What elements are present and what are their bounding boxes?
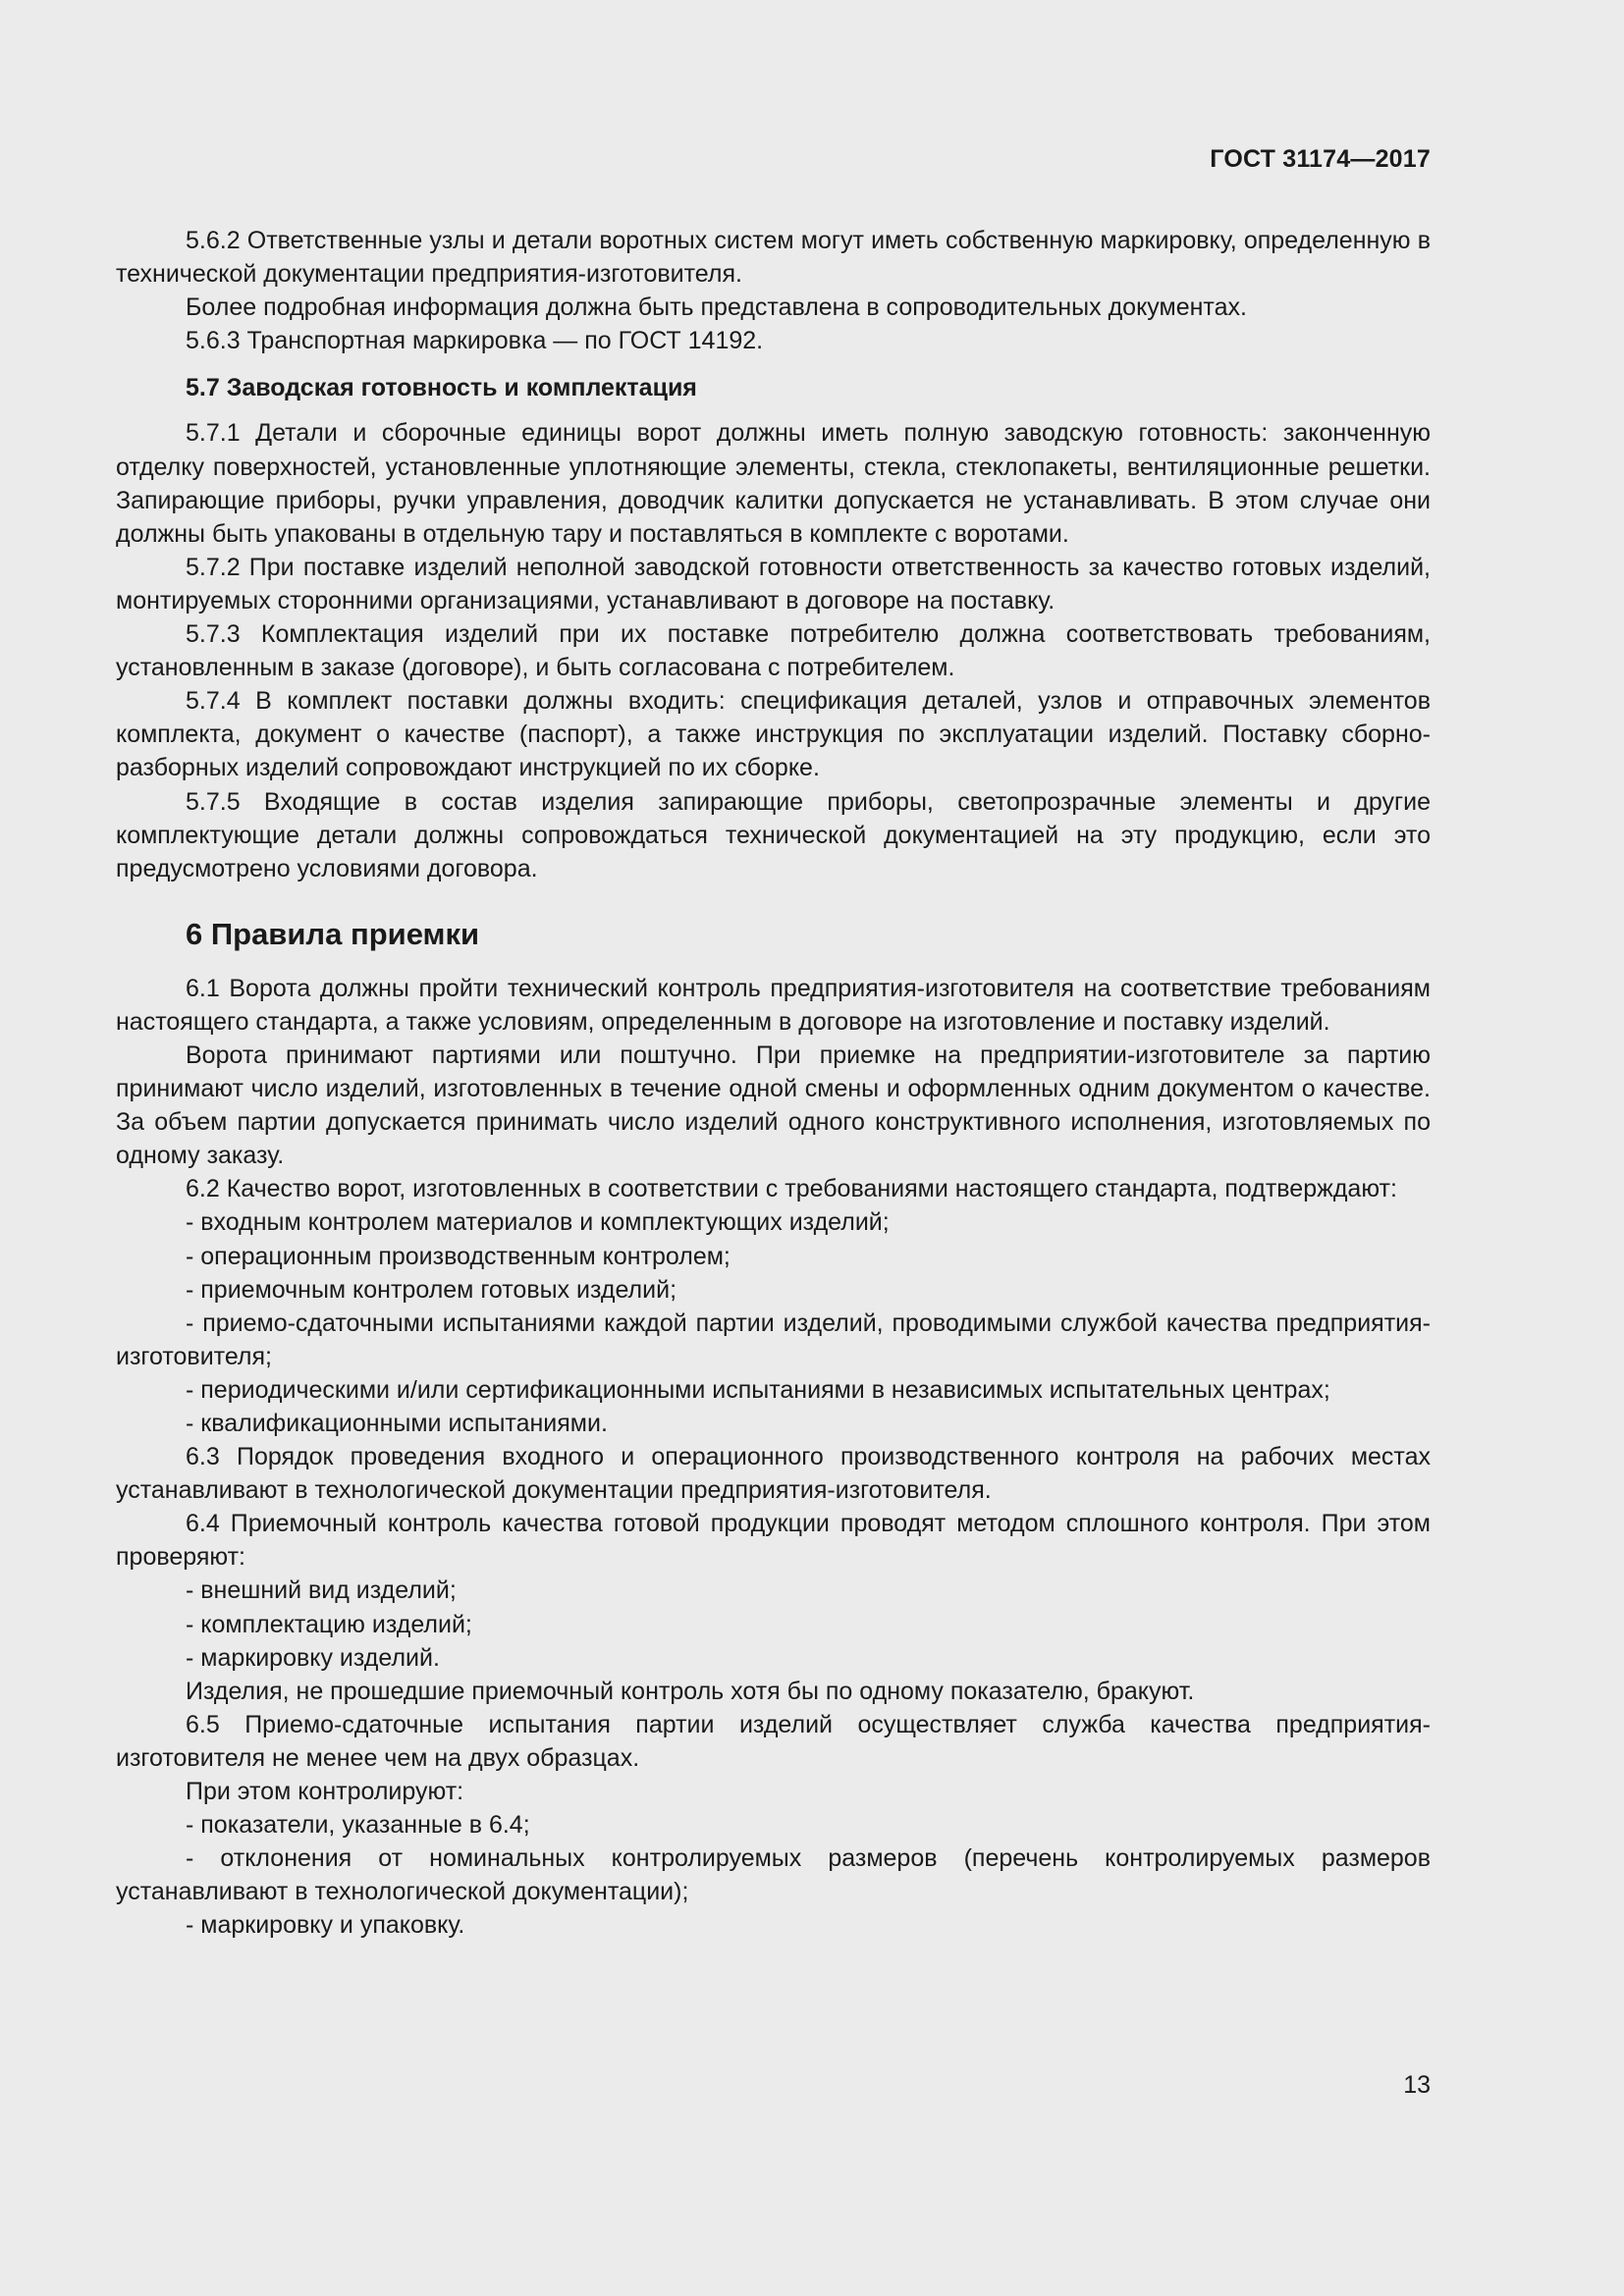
paragraph-5-6-2: 5.6.2 Ответственные узлы и детали воротных систем могут иметь собственную маркировку, определенную в технической документации предприятия-изготовителя.: [116, 227, 1431, 289]
paragraph-6-1: 6.1 Ворота должны пройти технический контроль предприятия-изготовителя на соответствие требованиям настоящего стандарта, а также условиям, определенным в договоре на изготовление и поставку изделий.: [116, 974, 1431, 1036]
paragraph: Ворота принимают партиями или поштучно. При приемке на предприятии-изготовителе за партию принимают число изделий, изготовленных в течение одной смены и оформленных одним документом о качестве. За объем партии допускается принимать число изделий одного конструктивного исполнения, изготовляемых по одному заказу.: [116, 1041, 1431, 1170]
list-item: - маркировку и упаковку.: [186, 1911, 465, 1940]
paragraph-6-2: 6.2 Качество ворот, изготовленных в соответствии с требованиями настоящего стандарта, подтверждают:: [186, 1175, 1397, 1203]
page-number: 13: [1403, 2071, 1431, 2099]
paragraph-5-7-4: 5.7.4 В комплект поставки должны входить: спецификация деталей, узлов и отправочных элементов комплекта, документ о качестве (паспорт), а также инструкция по эксплуатации изделий. Поставку сборно-разборных изделий сопровождают инструкцией по их сборке.: [116, 687, 1431, 782]
paragraph-5-7-5: 5.7.5 Входящие в состав изделия запирающие приборы, светопрозрачные элементы и другие комплектующие детали должны сопровождаться технической документацией на эту продукцию, если это предусмотрено условиями договора.: [116, 787, 1431, 882]
paragraph-6-3: 6.3 Порядок проведения входного и операционного производственного контроля на рабочих местах устанавливают в технологической документации предприятия-изготовителя.: [116, 1443, 1431, 1505]
paragraph-5-6-3: 5.6.3 Транспортная маркировка — по ГОСТ 14192.: [186, 327, 764, 355]
paragraph: При этом контролируют:: [186, 1778, 464, 1806]
list-item: - показатели, указанные в 6.4;: [186, 1811, 530, 1840]
section-heading-6: 6 Правила приемки: [186, 916, 480, 951]
list-item: - приемочным контролем готовых изделий;: [186, 1275, 677, 1304]
paragraph-5-7-3: 5.7.3 Комплектация изделий при их поставке потребителю должна соответствовать требованиям, установленным в заказе (договоре), и быть согласована с потребителем.: [116, 620, 1431, 682]
paragraph: Более подробная информация должна быть представлена в сопроводительных документах.: [186, 294, 1247, 322]
list-item: - маркировку изделий.: [186, 1643, 440, 1672]
list-item: - приемо-сдаточными испытаниями каждой партии изделий, проводимыми службой качества предприятия-изготовителя;: [116, 1308, 1431, 1370]
list-item: - комплектацию изделий;: [186, 1610, 472, 1638]
list-item: - отклонения от номинальных контролируемых размеров (перечень контролируемых размеров устанавливают в технологической документации);: [116, 1844, 1431, 1906]
paragraph-5-7-1: 5.7.1 Детали и сборочные единицы ворот должны иметь полную заводскую готовность: законченную отделку поверхностей, установленные уплотняющие элементы, стекла, стеклопакеты, вентиляционные решетки. Запирающие приборы, ручки управления, доводчик калитки допускается не устанавливать. В этом случае они должны быть упакованы в отдельную тару и поставляться в комплекте с воротами.: [116, 419, 1431, 548]
list-item: - операционным производственным контролем;: [186, 1242, 731, 1270]
document-page: [116, 0, 1431, 2296]
document-header-standard: ГОСТ 31174—2017: [1210, 145, 1431, 173]
list-item: - квалификационными испытаниями.: [186, 1410, 608, 1437]
list-item: - внешний вид изделий;: [186, 1576, 457, 1605]
list-item: - периодическими и/или сертификационными испытаниями в независимых испытательных центрах;: [186, 1375, 1330, 1404]
section-heading-5-7: 5.7 Заводская готовность и комплектация: [186, 374, 697, 402]
list-item: - входным контролем материалов и комплектующих изделий;: [186, 1208, 890, 1237]
paragraph-6-4: 6.4 Приемочный контроль качества готовой продукции проводят методом сплошного контроля. При этом проверяют:: [116, 1510, 1431, 1572]
paragraph-6-5: 6.5 Приемо-сдаточные испытания партии изделий осуществляет служба качества предприятия-изготовителя не менее чем на двух образцах.: [116, 1710, 1431, 1772]
paragraph: Изделия, не прошедшие приемочный контроль хотя бы по одному показателю, бракуют.: [186, 1677, 1195, 1705]
paragraph-5-7-2: 5.7.2 При поставке изделий неполной заводской готовности ответственность за качество готовых изделий, монтируемых сторонними организациями, устанавливают в договоре на поставку.: [116, 553, 1431, 614]
document-body: [116, 224, 1431, 1943]
